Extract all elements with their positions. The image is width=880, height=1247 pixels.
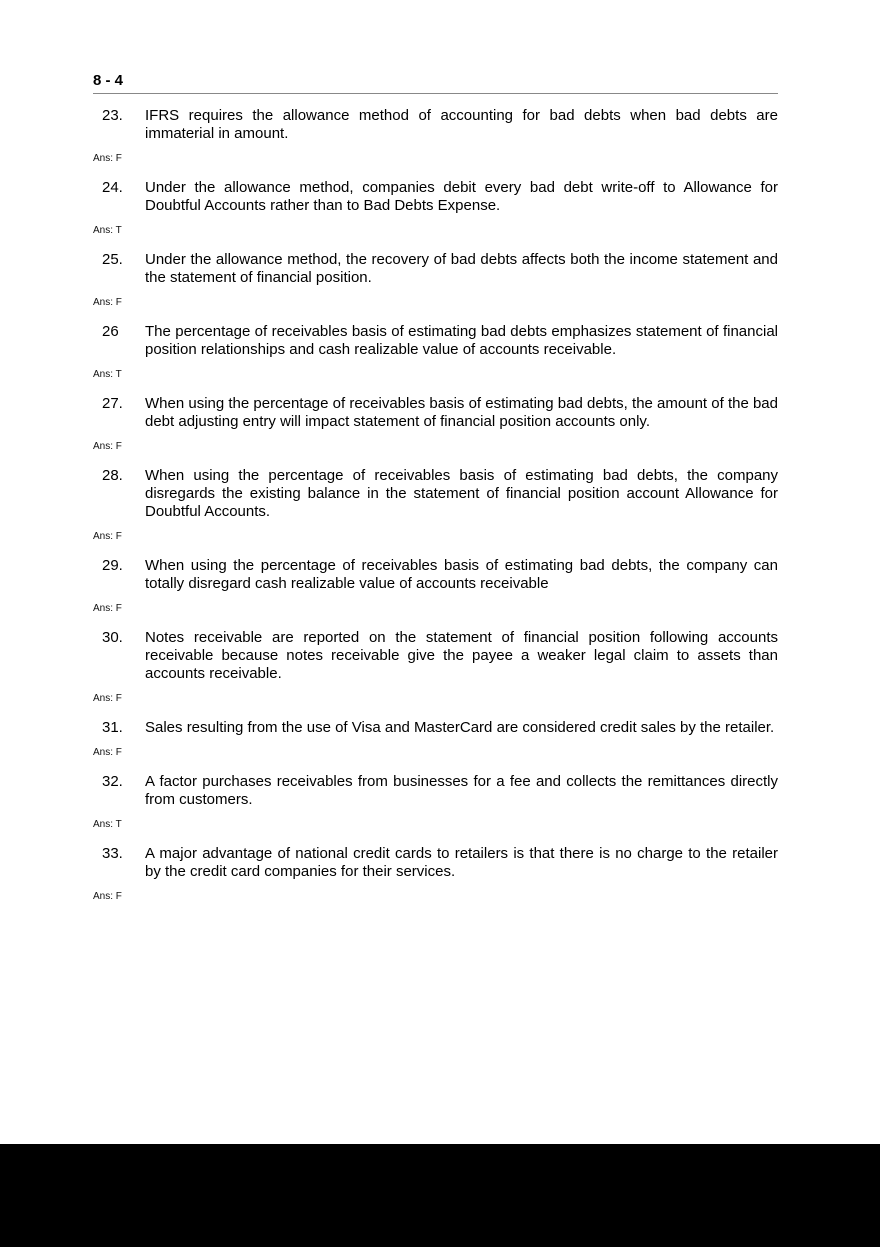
answer-label: Ans: T xyxy=(93,369,122,380)
question-item xyxy=(93,395,778,453)
question-item xyxy=(93,179,778,237)
question-number: 29. xyxy=(102,557,123,574)
answer-label: Ans: F xyxy=(93,441,122,452)
page-header xyxy=(93,71,778,94)
question-number: 32. xyxy=(102,773,123,790)
answer-label: Ans: F xyxy=(93,531,122,542)
question-text: Notes receivable are reported on the statement of financial position following accounts receivable because notes receivable give the payee a weaker legal claim to assets than accounts receivable. xyxy=(145,629,778,682)
answer-label: Ans: F xyxy=(93,297,122,308)
question-text: A factor purchases receivables from businesses for a fee and collects the remittances directly from customers. xyxy=(145,773,778,808)
question-number: 31. xyxy=(102,719,123,736)
answer-label: Ans: F xyxy=(93,603,122,614)
answer-label: Ans: F xyxy=(93,153,122,164)
question-item xyxy=(93,107,778,165)
question-item xyxy=(93,845,778,903)
question-text: When using the percentage of receivables basis of estimating bad debts, the company can totally disregard cash realizable value of accounts receivable xyxy=(145,557,778,592)
question-number: 27. xyxy=(102,395,123,412)
question-text: The percentage of receivables basis of estimating bad debts emphasizes statement of financial position relationships and cash realizable value of accounts receivable. xyxy=(145,323,778,358)
question-number: 23. xyxy=(102,107,123,124)
question-item xyxy=(93,557,778,615)
question-number: 26 xyxy=(102,323,119,340)
question-list xyxy=(93,107,778,917)
black-margin xyxy=(0,1144,880,1247)
question-text: IFRS requires the allowance method of accounting for bad debts when bad debts are immaterial in amount. xyxy=(145,107,778,142)
question-text: Sales resulting from the use of Visa and MasterCard are considered credit sales by the retailer. xyxy=(145,719,775,736)
question-item xyxy=(93,719,778,759)
answer-label: Ans: F xyxy=(93,891,122,902)
question-item xyxy=(93,773,778,831)
question-number: 24. xyxy=(102,179,123,196)
question-text: A major advantage of national credit cards to retailers is that there is no charge to the retailer by the credit card companies for their services. xyxy=(145,845,778,880)
answer-label: Ans: F xyxy=(93,693,122,704)
question-text: Under the allowance method, the recovery of bad debts affects both the income statement and the statement of financial position. xyxy=(145,251,778,286)
question-text: When using the percentage of receivables basis of estimating bad debts, the company disregards the existing balance in the statement of financial position account Allowance for Doubtful Accounts. xyxy=(145,467,778,520)
answer-label: Ans: T xyxy=(93,225,122,236)
question-number: 30. xyxy=(102,629,123,646)
question-number: 28. xyxy=(102,467,123,484)
question-item xyxy=(93,323,778,381)
question-item xyxy=(93,467,778,543)
question-text: Under the allowance method, companies debit every bad debt write-off to Allowance for Doubtful Accounts rather than to Bad Debts Expense. xyxy=(145,179,778,214)
question-number: 33. xyxy=(102,845,123,862)
question-item xyxy=(93,251,778,309)
question-number: 25. xyxy=(102,251,123,268)
answer-label: Ans: T xyxy=(93,819,122,830)
question-text: When using the percentage of receivables basis of estimating bad debts, the amount of the bad debt adjusting entry will impact statement of financial position accounts only. xyxy=(145,395,778,430)
page-number: 8 - 4 xyxy=(93,72,124,89)
question-item xyxy=(93,629,778,705)
answer-label: Ans: F xyxy=(93,747,122,758)
